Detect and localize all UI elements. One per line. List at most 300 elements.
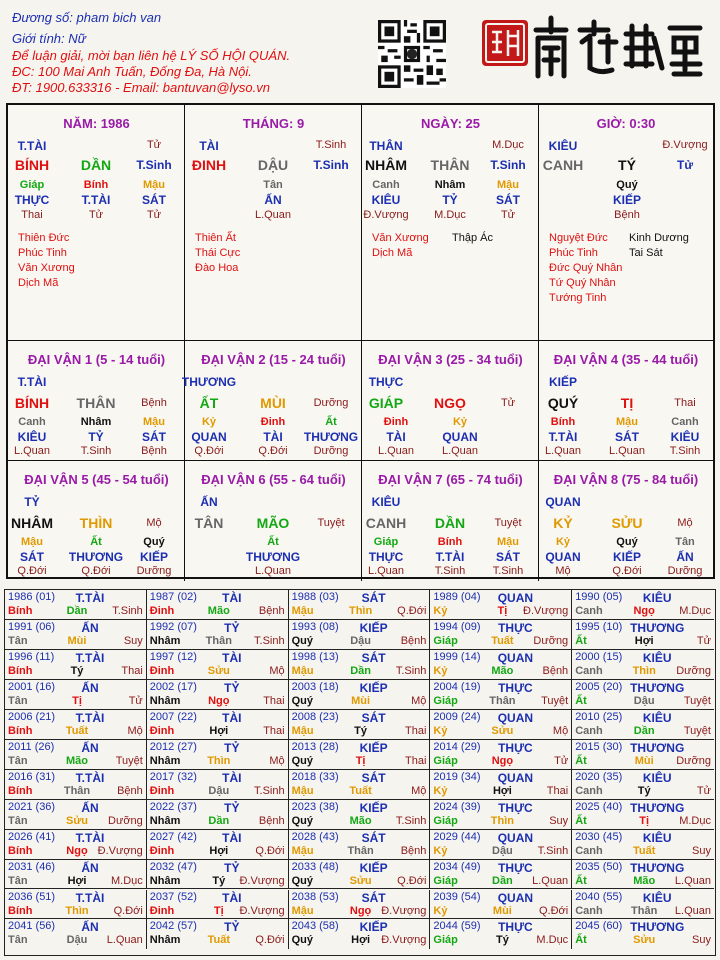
dai-van-heavenly-stem: KỶ	[553, 515, 573, 531]
year-life-stage: Tuyệt	[541, 694, 569, 707]
year-ten-god: QUAN	[497, 890, 534, 905]
dai-van-hidden-god: TÀI	[263, 430, 283, 444]
pillar-hidden-stem: Nhâm	[434, 179, 466, 191]
year-cell[interactable]	[572, 919, 714, 949]
red-seal-stamp	[480, 18, 530, 68]
dai-van-hidden-state: Bệnh	[141, 445, 167, 457]
dai-van-earthly-branch: THÌN	[79, 515, 113, 531]
dai-van-stem-god: THỰC	[368, 375, 404, 389]
year-ten-god: QUAN	[497, 770, 534, 785]
year-ten-god: T.TÀI	[75, 710, 105, 725]
year-cell[interactable]	[5, 740, 147, 770]
year-ten-god: TÀI	[222, 830, 242, 845]
year-heavenly-stem: Canh	[575, 724, 603, 737]
dai-van-hidden-stem: Kỷ	[201, 416, 217, 428]
dai-van-life-stage: Mộ	[677, 517, 693, 529]
pillar-earthly-branch: DẦN	[80, 157, 112, 173]
year-earthly-branch: Tý	[212, 874, 226, 887]
dai-van-cell[interactable]	[362, 461, 539, 581]
year-ten-god: T.TÀI	[75, 830, 105, 845]
year-ten-god: QUAN	[497, 710, 534, 725]
year-heavenly-stem: Kỷ	[433, 784, 448, 797]
year-cell[interactable]	[430, 590, 572, 620]
dai-van-hidden-stem: Kỷ	[555, 536, 571, 548]
year-cell[interactable]	[147, 650, 289, 680]
year-ten-god: THƯƠNG	[630, 800, 685, 815]
year-earthly-branch: Dậu	[208, 784, 230, 797]
pillar-hidden-god: TỶ	[442, 193, 458, 207]
year-ten-god: TỶ	[224, 740, 240, 755]
year-cell[interactable]	[430, 650, 572, 680]
year-heavenly-stem: Nhâm	[149, 694, 181, 707]
year-earthly-branch: Dần	[633, 724, 655, 737]
year-ten-god: QUAN	[497, 650, 534, 665]
dai-van-hidden-state: Dưỡng	[313, 445, 349, 457]
year-label: 2029 (44)	[433, 830, 481, 843]
dai-van-hidden-god: SÁT	[615, 430, 639, 444]
year-ten-god: KIẾP	[359, 680, 388, 695]
year-cell[interactable]	[5, 710, 147, 740]
pillar-hidden-stem: Canh	[372, 179, 400, 191]
year-ten-god: THƯƠNG	[630, 680, 685, 695]
dai-van-hidden-god: KIẾP	[612, 550, 642, 564]
dai-van-cell[interactable]	[8, 461, 185, 581]
year-label: 2008 (23)	[291, 710, 339, 723]
dai-van-cell[interactable]	[8, 341, 185, 461]
pillar-heavenly-stem: NHÂM	[365, 157, 407, 173]
year-heavenly-stem: Nhâm	[149, 814, 181, 827]
pillars-grid	[6, 103, 715, 579]
star-item: Đào Hoa	[195, 262, 239, 274]
year-life-stage: Q.Đới	[255, 934, 285, 947]
year-earthly-branch: Tuất	[491, 634, 514, 647]
pillar-hidden-god: THỰC	[14, 193, 50, 207]
year-life-stage: T.Sinh	[395, 814, 427, 827]
year-earthly-branch: Hợi	[209, 724, 229, 737]
pillar-heavenly-stem: BÍNH	[14, 157, 50, 173]
year-ten-god: ẤN	[81, 680, 99, 695]
year-life-stage: Q.Đới	[113, 904, 143, 917]
year-ten-god: THƯƠNG	[630, 920, 685, 935]
year-cell[interactable]	[147, 860, 289, 890]
year-ten-god: ẤN	[81, 740, 99, 755]
year-label: 2020 (35)	[575, 770, 623, 783]
dai-van-hidden-state: Q.Đới	[612, 565, 642, 577]
year-label: 1997 (12)	[149, 650, 197, 663]
dai-van-life-stage: Tuyệt	[494, 517, 522, 529]
pillar-cell[interactable]	[362, 105, 539, 341]
year-heavenly-stem: Mậu	[291, 724, 314, 737]
year-label: 2045 (60)	[575, 920, 623, 933]
dai-van-earthly-branch: TỊ	[620, 395, 634, 411]
dai-van-hidden-stem: Mậu	[497, 536, 519, 548]
year-heavenly-stem: Nhâm	[149, 634, 181, 647]
dai-van-heavenly-stem: ẤT	[199, 395, 219, 411]
dai-van-hidden-god: THƯƠNG	[245, 550, 301, 564]
year-earthly-branch: Tý	[637, 784, 651, 797]
year-ten-god: TÀI	[222, 710, 242, 725]
year-cell[interactable]	[430, 680, 572, 710]
address-line: ĐC: 100 Mai Anh Tuấn, Đống Đa, Hà Nội.	[12, 64, 252, 79]
dai-van-title: ĐẠI VẬN 4 (35 - 44 tuổi)	[553, 352, 699, 367]
year-earthly-branch: Tị	[355, 754, 366, 767]
year-cell[interactable]	[430, 620, 572, 650]
star-item: Văn Xương	[18, 262, 75, 274]
year-ten-god: KIÊU	[642, 591, 672, 605]
pillar-stem-god: T.TÀI	[17, 139, 47, 153]
dai-van-hidden-god: KIÊU	[670, 430, 700, 444]
year-life-stage: Dưỡng	[676, 664, 711, 677]
year-label: 2004 (19)	[433, 680, 481, 693]
year-life-stage: Suy	[123, 634, 143, 647]
pillar-stars-list	[372, 231, 429, 261]
year-cell[interactable]	[430, 740, 572, 770]
year-heavenly-stem: Đinh	[149, 784, 175, 797]
pillar-hidden-god: SÁT	[496, 193, 520, 207]
year-earthly-branch: Mùi	[67, 634, 87, 647]
dai-van-hidden-state: L.Quan	[367, 565, 405, 577]
year-life-stage: M.Dục	[111, 874, 143, 887]
year-cell[interactable]	[430, 919, 572, 949]
dai-van-heavenly-stem: QUÝ	[547, 395, 579, 411]
year-life-stage: Bệnh	[542, 664, 569, 677]
year-life-stage: Q.Đới	[538, 904, 569, 917]
dai-van-title: ĐẠI VẬN 1 (5 - 14 tuổi)	[27, 352, 166, 367]
year-cell[interactable]	[5, 590, 147, 620]
star-item: Thập Ác	[452, 232, 493, 244]
year-label: 1999 (14)	[433, 650, 481, 663]
dai-van-cell[interactable]	[539, 341, 713, 461]
dai-van-hidden-god: THỰC	[368, 550, 404, 564]
year-ten-god: THƯƠNG	[630, 860, 685, 875]
year-earthly-branch: Tý	[495, 934, 509, 947]
year-cell[interactable]	[289, 830, 431, 860]
year-cell[interactable]	[5, 620, 147, 650]
dai-van-hidden-state: T.Sinh	[669, 445, 701, 457]
year-cell[interactable]	[5, 890, 147, 920]
dai-van-heavenly-stem: TÂN	[194, 515, 224, 531]
year-cell[interactable]	[289, 620, 431, 650]
year-label: 2003 (18)	[291, 680, 339, 693]
year-ten-god: KIẾP	[359, 740, 388, 755]
year-cell[interactable]	[572, 800, 714, 830]
pillar-hidden-state: Bệnh	[614, 209, 640, 221]
year-life-stage: Đ.Vượng	[381, 904, 427, 917]
year-cell[interactable]	[289, 650, 431, 680]
dai-van-title: ĐẠI VẬN 7 (65 - 74 tuổi)	[378, 472, 523, 487]
dai-van-hidden-state: T.Sinh	[434, 565, 466, 577]
dai-van-hidden-stem: Tân	[675, 536, 695, 548]
pillar-cell[interactable]	[539, 105, 713, 341]
contact-invite: Để luận giải, mời bạn liên hệ LÝ SỐ HỘI QUÁN.	[12, 48, 291, 63]
year-label: 2030 (45)	[575, 830, 623, 843]
year-cell[interactable]	[430, 830, 572, 860]
year-label: 2013 (28)	[291, 740, 339, 753]
year-heavenly-stem: Canh	[575, 605, 603, 617]
dai-van-hidden-god: TÀI	[386, 430, 406, 444]
year-label: 2039 (54)	[433, 890, 481, 903]
year-heavenly-stem: Bính	[8, 784, 33, 797]
year-ten-god: KIÊU	[642, 890, 672, 905]
year-life-stage: T.Sinh	[537, 844, 569, 857]
year-heavenly-stem: Ất	[575, 634, 587, 647]
dai-van-hidden-stem: Ất	[267, 536, 279, 548]
year-life-stage: Bệnh	[400, 634, 427, 647]
year-earthly-branch: Sửu	[65, 814, 89, 827]
year-cell[interactable]	[5, 860, 147, 890]
pillar-life-stage: Tử	[676, 158, 694, 172]
dai-van-hidden-god: KIẾP	[139, 550, 169, 564]
year-life-stage: Bệnh	[258, 605, 285, 617]
year-label: 2009 (24)	[433, 710, 481, 723]
year-earthly-branch: Dần	[66, 605, 88, 617]
year-label: 1987 (02)	[149, 591, 197, 603]
year-label: 1998 (13)	[291, 650, 339, 663]
pillar-life-stage: T.Sinh	[313, 158, 349, 172]
dai-van-hidden-stem: Giáp	[373, 536, 399, 548]
year-cell[interactable]	[572, 860, 714, 890]
year-life-stage: Tuyệt	[683, 694, 711, 707]
pillar-cell[interactable]	[8, 105, 185, 341]
year-cell[interactable]	[289, 740, 431, 770]
year-cell[interactable]	[5, 650, 147, 680]
pillar-hidden-state: Thai	[21, 209, 43, 221]
pillar-cell[interactable]	[185, 105, 362, 341]
pillar-hidden-god: KIÊU	[371, 193, 401, 207]
star-item: Nguyệt Đức	[549, 232, 608, 244]
year-earthly-branch: Dậu	[492, 844, 513, 857]
year-cell[interactable]	[430, 860, 572, 890]
year-cell[interactable]	[147, 890, 289, 920]
dai-van-life-stage: Mộ	[146, 517, 162, 529]
year-cell[interactable]	[572, 710, 714, 740]
year-cell[interactable]	[147, 800, 289, 830]
qr-code-icon	[378, 20, 446, 88]
year-label: 1989 (04)	[433, 591, 481, 603]
pillar-title: THÁNG: 9	[242, 116, 305, 131]
dai-van-cell[interactable]	[362, 341, 539, 461]
pillar-hidden-state: Tử	[88, 209, 104, 221]
pillar-branch-state: Tử	[146, 139, 162, 151]
dai-van-hidden-god: THƯƠNG	[303, 430, 359, 444]
year-heavenly-stem: Kỷ	[433, 605, 448, 617]
year-cell[interactable]	[572, 650, 714, 680]
dai-van-hidden-stem: Kỷ	[452, 416, 468, 428]
dai-van-hidden-god: QUAN	[545, 550, 581, 564]
year-cell[interactable]	[289, 680, 431, 710]
year-heavenly-stem: Tân	[8, 754, 28, 767]
year-life-stage: Q.Đới	[397, 874, 427, 887]
dai-van-earthly-branch: SỬU	[611, 515, 643, 531]
year-ten-god: KIÊU	[642, 770, 672, 785]
pillar-hidden-stem: Bính	[83, 179, 109, 191]
pillar-title: GIỜ: 0:30	[596, 116, 656, 131]
year-life-stage: Tử	[554, 754, 569, 767]
year-cell[interactable]	[572, 590, 714, 620]
star-item: Kinh Dương	[629, 232, 689, 244]
year-label: 2032 (47)	[149, 860, 197, 873]
dai-van-cell[interactable]	[185, 461, 362, 581]
dai-van-hidden-god: THƯƠNG	[68, 550, 124, 564]
dai-van-hidden-stem: Mậu	[143, 416, 165, 428]
year-cell[interactable]	[5, 830, 147, 860]
year-heavenly-stem: Giáp	[433, 934, 458, 947]
year-heavenly-stem: Mậu	[291, 844, 314, 857]
pillar-hidden-stem: Mậu	[497, 179, 519, 191]
chart-header	[0, 0, 720, 100]
year-cell[interactable]	[147, 919, 289, 949]
star-item: Thái Cực	[195, 247, 241, 259]
dai-van-life-stage: Thai	[674, 397, 696, 409]
dai-van-hidden-state: L.Quan	[544, 445, 582, 457]
dai-van-hidden-stem: Bính	[437, 536, 463, 548]
dai-van-stem-god: ẤN	[200, 495, 218, 509]
year-label: 2043 (58)	[291, 920, 339, 933]
pillar-hidden-stem: Quý	[616, 179, 638, 191]
year-life-stage: Bệnh	[400, 844, 427, 857]
year-cell[interactable]	[289, 890, 431, 920]
year-ten-god: KIẾP	[359, 920, 388, 935]
year-label: 2041 (56)	[8, 920, 56, 933]
dai-van-heavenly-stem: BÍNH	[14, 395, 50, 411]
pillar-title: NGÀY: 25	[421, 116, 480, 131]
year-cell[interactable]	[5, 770, 147, 800]
year-ten-god: TỶ	[224, 860, 240, 875]
year-label: 2026 (41)	[8, 830, 56, 843]
dai-van-hidden-stem: Mậu	[21, 536, 43, 548]
year-earthly-branch: Thân	[347, 844, 374, 857]
year-heavenly-stem: Tân	[8, 814, 28, 827]
year-cell[interactable]	[5, 919, 147, 949]
pillar-hidden-stem: Mậu	[143, 179, 165, 191]
pillar-branch-state: M.Dục	[492, 139, 524, 151]
year-label: 2033 (48)	[291, 860, 339, 873]
year-life-stage: M.Dục	[679, 814, 711, 827]
year-earthly-branch: Tị	[497, 605, 508, 617]
star-item: Dịch Mã	[372, 247, 413, 259]
year-cell[interactable]	[572, 890, 714, 920]
pillar-hidden-state: Tử	[500, 209, 516, 221]
year-cell[interactable]	[430, 800, 572, 830]
year-cell[interactable]	[289, 590, 431, 620]
year-label: 2044 (59)	[433, 920, 481, 933]
pillar-branch-state: Đ.Vượng	[662, 139, 708, 151]
dai-van-cell[interactable]	[539, 461, 713, 581]
pillar-hidden-state: M.Dục	[434, 209, 466, 221]
year-cell[interactable]	[147, 620, 289, 650]
year-earthly-branch: Thìn	[207, 754, 231, 767]
year-earthly-branch: Tuất	[632, 844, 656, 857]
year-life-stage: M.Dục	[679, 605, 711, 617]
year-label: 2021 (36)	[8, 800, 56, 813]
year-cell[interactable]	[289, 770, 431, 800]
year-cell[interactable]	[572, 770, 714, 800]
dai-van-earthly-branch: MÃO	[256, 515, 290, 531]
dai-van-cell[interactable]	[181, 341, 362, 461]
year-heavenly-stem: Ất	[575, 754, 587, 767]
year-cell[interactable]	[572, 740, 714, 770]
dai-van-heavenly-stem: CANH	[365, 515, 407, 531]
year-cell[interactable]	[572, 680, 714, 710]
year-ten-god: SÁT	[361, 770, 386, 785]
year-life-stage: Mộ	[269, 754, 285, 767]
year-cell[interactable]	[147, 710, 289, 740]
dai-van-hidden-god: SÁT	[142, 430, 166, 444]
dai-van-hidden-state: Mộ	[555, 565, 571, 577]
dai-van-heavenly-stem: GIÁP	[368, 395, 404, 411]
year-cell[interactable]	[5, 800, 147, 830]
star-item: Tai Sát	[629, 247, 663, 259]
pillar-stem-god: TÀI	[199, 139, 219, 153]
year-cell[interactable]	[147, 740, 289, 770]
year-life-stage: Thai	[546, 784, 569, 797]
dai-van-hidden-god: SÁT	[496, 550, 520, 564]
year-label: 2024 (39)	[433, 800, 481, 813]
year-life-stage: L.Quan	[106, 934, 143, 947]
gender-line: Giới tính: Nữ	[12, 31, 86, 46]
year-cell[interactable]	[430, 890, 572, 920]
year-earthly-branch: Mùi	[351, 694, 371, 707]
star-item: Tướng Tinh	[549, 292, 607, 304]
phone-email-line: ĐT: 1900.633316 - Email: bantuvan@lyso.vn	[12, 80, 270, 95]
year-earthly-branch: Hợi	[351, 934, 371, 947]
year-cell[interactable]	[5, 680, 147, 710]
year-ten-god: QUAN	[497, 830, 534, 845]
year-life-stage: T.Sinh	[254, 784, 285, 797]
year-cell[interactable]	[572, 620, 714, 650]
year-cell[interactable]	[430, 710, 572, 740]
dai-van-hidden-stem: Đinh	[260, 416, 286, 428]
year-heavenly-stem: Bính	[8, 844, 33, 857]
year-life-stage: Dưỡng	[108, 814, 143, 827]
year-life-stage: T.Sinh	[254, 634, 285, 647]
year-cell[interactable]	[572, 830, 714, 860]
year-life-stage: L.Quan	[674, 874, 711, 887]
year-ten-god: SÁT	[361, 830, 386, 845]
year-cell[interactable]	[289, 710, 431, 740]
year-cell[interactable]	[147, 590, 289, 620]
year-label: 2023 (38)	[291, 800, 339, 813]
year-cell[interactable]	[147, 680, 289, 710]
year-heavenly-stem: Ất	[575, 934, 587, 947]
dai-van-hidden-state: Dưỡng	[136, 565, 172, 577]
dai-van-hidden-god: QUAN	[191, 430, 227, 444]
dai-van-life-stage: Bệnh	[141, 397, 167, 409]
year-cell[interactable]	[289, 919, 431, 949]
pillar-hidden-stem: Giáp	[19, 179, 45, 191]
year-cell[interactable]	[289, 800, 431, 830]
year-earthly-branch: Mão	[207, 605, 230, 617]
year-label: 2005 (20)	[575, 680, 623, 693]
year-earthly-branch: Thân	[489, 694, 516, 707]
year-label: 2016 (31)	[8, 770, 56, 783]
year-earthly-branch: Mão	[491, 664, 514, 677]
year-earthly-branch: Dần	[492, 874, 513, 887]
year-earthly-branch: Sửu	[491, 724, 514, 737]
pillar-earthly-branch: TÝ	[618, 157, 636, 173]
year-cell[interactable]	[430, 770, 572, 800]
year-cell[interactable]	[289, 860, 431, 890]
year-earthly-branch: Sửu	[207, 664, 230, 677]
year-label: 2006 (21)	[8, 710, 56, 723]
year-life-stage: Thai	[404, 724, 427, 737]
year-cell[interactable]	[147, 830, 289, 860]
star-item: Thiên Ất	[195, 232, 236, 244]
year-label: 2001 (16)	[8, 680, 56, 693]
year-cell[interactable]	[147, 770, 289, 800]
year-ten-god: KIẾP	[359, 620, 388, 635]
year-label: 2036 (51)	[8, 890, 56, 903]
